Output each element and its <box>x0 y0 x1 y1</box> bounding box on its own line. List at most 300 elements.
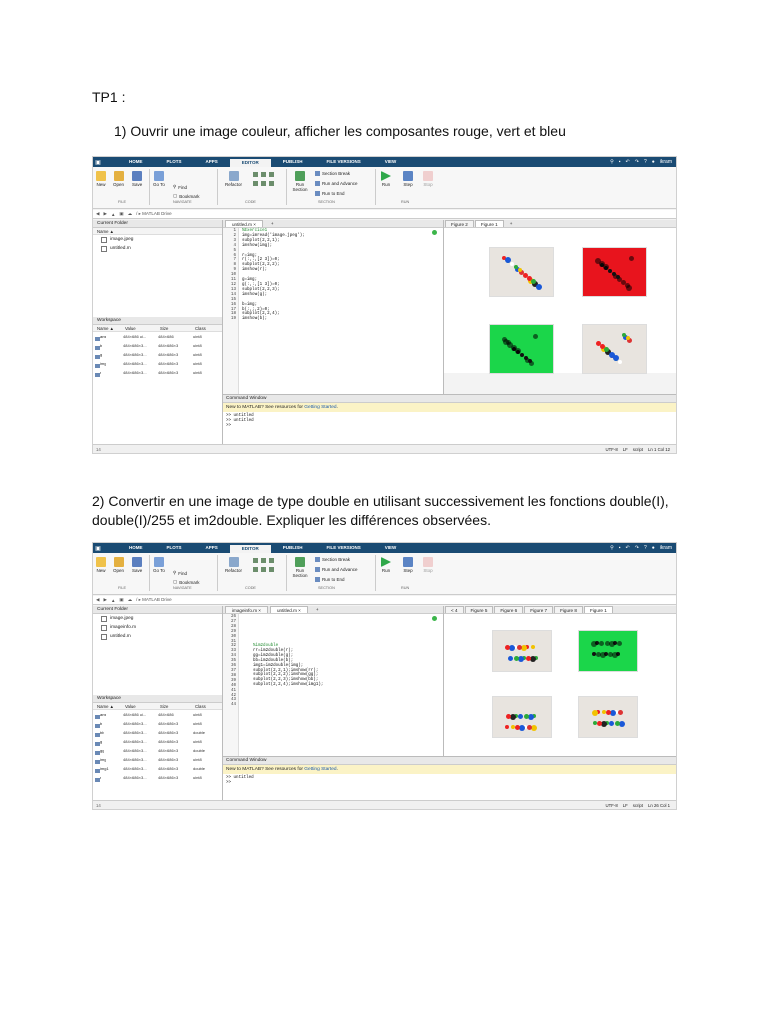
cloud-icon: ☁ <box>127 597 133 602</box>
code-body: img=imread('image.jpeg'); subplot(2,2,1); imshow(img); r=img; r(:,:,[2 3])=0; subplot(2,2,2); imshow(r); g=img; g(:,:,[1 3])=0; subplot(2,2,3); imshow(g); b=img; b(:,:,2)=0; subplot(2,2,4); imshow(b); <box>242 233 305 322</box>
run-advance-icon <box>315 567 320 572</box>
image-file-icon <box>101 616 107 622</box>
path-bar[interactable] <box>93 210 676 219</box>
ws-var-class: double <box>193 730 206 735</box>
ws-var-size: 484×686 <box>158 712 174 717</box>
command-window-header[interactable]: Command Window <box>223 757 676 765</box>
workspace-row[interactable] <box>93 719 222 728</box>
run-section-icon <box>295 557 305 567</box>
bottle-cap-dot <box>524 714 529 719</box>
ws-var-value: 484×686×3... <box>123 343 147 348</box>
stop-icon <box>423 557 433 567</box>
status-type: script <box>632 803 644 808</box>
bb-image <box>492 696 552 738</box>
matlab-window-icon: ▣ <box>95 159 101 166</box>
refactor-icon <box>229 171 239 181</box>
figure-tab-8[interactable]: Figure 8 <box>554 606 583 613</box>
bottle-cap-dot <box>518 268 522 272</box>
ws-var-name: ans <box>95 332 123 341</box>
bottle-cap-dot <box>616 275 620 279</box>
ws-var-value: 484×686×3... <box>123 721 147 726</box>
run-section-button[interactable]: Run Section <box>289 557 311 578</box>
workspace-row[interactable] <box>93 746 222 755</box>
run-and-advance-button[interactable]: Run and Advance <box>315 181 358 186</box>
open-button[interactable]: Open <box>113 171 124 187</box>
status-position: Ln 1 Col 12 <box>648 447 670 452</box>
bottle-cap-dot <box>528 359 532 363</box>
figure-tabs <box>444 606 676 614</box>
figure-panel <box>444 220 676 373</box>
bookmark-button[interactable]: ▢ Bookmark <box>173 579 200 585</box>
group-file-label: FILE <box>118 586 127 590</box>
forward-icon[interactable]: ▶ <box>103 597 107 602</box>
comment-icon <box>261 172 266 177</box>
step-icon <box>403 171 413 181</box>
bottle-cap-dot <box>625 283 630 288</box>
ws-var-size: 484×686×3 <box>158 361 179 366</box>
path-bar[interactable] <box>93 596 676 605</box>
find-icon: ⚲ <box>173 184 177 189</box>
stop-icon <box>423 171 433 181</box>
ws-var-value: 484×686×3... <box>123 757 147 762</box>
figure-tab-1[interactable]: Figure 1 <box>584 606 613 613</box>
bottle-cap-dot <box>508 656 513 661</box>
ws-var-class: uint8 <box>193 361 202 366</box>
ws-var-class: double <box>193 766 206 771</box>
ws-col-name[interactable]: Name ▲ <box>97 704 114 709</box>
save-button[interactable]: Save <box>132 171 142 187</box>
file-item[interactable]: imageinfo.m <box>93 623 222 632</box>
ws-var-size: 484×686×3 <box>158 343 179 348</box>
status-left: 14 <box>96 447 101 452</box>
back-icon[interactable]: ◀ <box>96 597 100 602</box>
run-and-advance-button[interactable]: Run and Advance <box>315 567 358 572</box>
undo-icon[interactable]: ↶ <box>625 545 630 551</box>
workspace-columns <box>93 325 222 332</box>
workspace-row[interactable] <box>93 728 222 737</box>
ws-col-value[interactable]: Value <box>125 326 136 331</box>
tab-plots[interactable]: PLOTS <box>166 159 182 164</box>
workspace-header[interactable]: Workspace <box>93 317 222 325</box>
ws-var-class: uint8 <box>193 712 202 717</box>
code-tools[interactable] <box>253 172 274 177</box>
run-section-button[interactable]: Run Section <box>289 171 311 192</box>
code-area[interactable] <box>223 614 443 758</box>
getting-started-banner: New to MATLAB? See resources for Getting Started. <box>223 765 676 774</box>
script-file-icon <box>101 246 107 252</box>
original-image <box>489 247 554 297</box>
bottle-cap-dot <box>526 656 531 661</box>
command-output[interactable]: >> untitled >> untitled >> <box>226 414 254 428</box>
save-quick-icon[interactable]: ▪ <box>618 545 621 551</box>
figure-tab-6[interactable]: Figure 6 <box>494 606 523 613</box>
run-to-end-button[interactable]: Run to End <box>315 577 345 582</box>
new-tab-icon[interactable]: + <box>270 221 274 226</box>
ws-col-class[interactable]: Class <box>195 326 206 331</box>
blue-modified-image <box>582 324 647 374</box>
ws-col-size[interactable]: Size <box>160 704 169 709</box>
up-folder-icon[interactable]: ▲ <box>110 597 116 603</box>
workspace-columns <box>93 703 222 710</box>
ws-col-size[interactable]: Size <box>160 326 169 331</box>
folder-column-name[interactable]: Name ▲ <box>93 228 222 235</box>
wrap-icon <box>269 172 274 177</box>
file-item[interactable]: image.jpeg <box>93 614 222 623</box>
rr-image <box>492 630 552 672</box>
section-break-button[interactable]: Section Break <box>315 557 350 562</box>
ws-var-value: 484×686×3... <box>123 361 147 366</box>
back-icon[interactable]: ◀ <box>96 211 100 216</box>
save-icon <box>132 557 142 567</box>
new-tab-icon[interactable]: + <box>315 607 319 612</box>
ws-col-class[interactable]: Class <box>195 704 206 709</box>
ws-var-class: uint8 <box>193 739 202 744</box>
bottle-cap-dot <box>511 725 515 729</box>
indent-icon <box>253 558 258 563</box>
ribbon-separator <box>286 555 287 591</box>
save-quick-icon[interactable]: ▪ <box>618 159 621 165</box>
tab-apps[interactable]: APPS <box>205 159 218 164</box>
group-run-label: RUN <box>401 200 410 204</box>
goto-icon <box>154 171 164 181</box>
bottle-cap-dot <box>617 641 622 646</box>
search-icon[interactable]: ⚲ <box>610 159 614 165</box>
bottle-cap-dot <box>626 336 630 340</box>
ws-var-value: 484×686×3... <box>123 739 147 744</box>
refactor-button[interactable]: Refactor <box>225 171 242 187</box>
code-tools[interactable] <box>253 558 274 563</box>
tab-editor[interactable]: EDITOR <box>230 545 271 553</box>
status-bar <box>93 444 676 453</box>
new-button[interactable]: New <box>96 171 106 187</box>
comment-icon <box>261 558 266 563</box>
ws-var-name: img <box>95 755 123 764</box>
tab-publish[interactable]: PUBLISH <box>282 159 303 164</box>
group-navigate-label: NAVIGATE <box>173 586 192 590</box>
bookmark-button[interactable]: ▢ Bookmark <box>173 193 200 199</box>
ws-var-name: ans <box>95 710 123 719</box>
ws-var-value: 484×686×3... <box>123 370 147 375</box>
help-icon[interactable]: ? <box>643 159 647 165</box>
new-figure-tab-icon[interactable]: + <box>509 221 513 226</box>
ws-var-size: 484×686×3 <box>158 370 179 375</box>
run-to-end-button[interactable]: Run to End <box>315 191 345 196</box>
editor-tabs <box>223 606 443 614</box>
search-icon[interactable]: ⚲ <box>610 545 614 551</box>
bottle-cap-dot <box>603 264 609 270</box>
figure-tab-scroll[interactable]: < 4 <box>445 606 464 613</box>
file-item[interactable]: untitled.m <box>93 244 222 253</box>
ws-var-value: 484×686×3... <box>123 352 147 357</box>
bottle-cap-dot <box>506 340 511 345</box>
help-icon[interactable]: ? <box>643 545 647 551</box>
run-to-end-icon <box>315 191 320 196</box>
workspace-row[interactable] <box>93 368 222 377</box>
bottle-cap-dot <box>536 284 542 290</box>
code-comment: %im2double <box>253 644 279 648</box>
ws-var-value: 484×686×3... <box>123 730 147 735</box>
workspace-row[interactable] <box>93 332 222 341</box>
goto-button[interactable]: Go To <box>153 557 165 573</box>
browse-folder-icon[interactable]: ▣ <box>119 597 124 602</box>
left-panels <box>93 606 223 800</box>
ws-var-size: 484×686×3 <box>158 748 179 753</box>
line-numbers: 26 27 28 29 30 31 32 33 34 35 36 37 38 39 40 41 42 43 44 <box>223 614 239 758</box>
bottle-cap-dot <box>602 710 606 714</box>
step-icon <box>403 557 413 567</box>
workspace-list <box>93 710 222 782</box>
ws-var-size: 484×686 <box>158 334 174 339</box>
forward-icon[interactable]: ▶ <box>103 211 107 216</box>
save-button[interactable]: Save <box>132 557 142 573</box>
ws-var-name: r <box>95 368 123 377</box>
section-break-button[interactable]: Section Break <box>315 171 350 176</box>
bottle-cap-dot <box>592 652 596 656</box>
refactor-button[interactable]: Refactor <box>225 557 242 573</box>
editor-tab-untitled[interactable]: untitled.m × <box>270 606 308 613</box>
tab-publish[interactable]: PUBLISH <box>282 545 303 550</box>
code-check-ok-icon <box>432 616 437 621</box>
ws-var-size: 484×686×3 <box>158 739 179 744</box>
command-window-header[interactable]: Command Window <box>223 395 676 403</box>
bottle-cap-dot <box>518 714 523 719</box>
smart-indent-icon <box>261 181 266 186</box>
bottle-cap-dot <box>515 348 521 354</box>
ws-var-size: 484×686×3 <box>158 721 179 726</box>
bottle-cap-dot <box>618 360 622 364</box>
matlab-screenshot-2 <box>92 542 677 810</box>
workspace-row[interactable] <box>93 350 222 359</box>
workspace-row[interactable] <box>93 764 222 773</box>
figure-panel <box>444 606 676 758</box>
uncomment-icon <box>253 567 258 572</box>
workspace-row[interactable] <box>93 359 222 368</box>
bottle-cap-dot <box>531 279 536 284</box>
ws-var-name: b <box>95 341 123 350</box>
user-icon[interactable]: ● <box>651 545 655 551</box>
indent-icon <box>253 172 258 177</box>
ws-var-class: uint8 <box>193 775 202 780</box>
tab-apps[interactable]: APPS <box>205 545 218 550</box>
script-file-icon <box>101 625 107 631</box>
status-position: Ln 26 Col 1 <box>648 803 670 808</box>
undo-icon[interactable]: ↶ <box>625 159 630 165</box>
ribbon-separator <box>375 555 376 591</box>
matlab-tab-bar <box>93 543 676 553</box>
bottle-cap-dot <box>618 710 623 715</box>
tab-editor[interactable]: EDITOR <box>230 159 271 167</box>
new-icon <box>96 557 106 567</box>
find-button[interactable]: ⚲ Find <box>173 184 188 190</box>
editor-panel <box>223 606 444 758</box>
save-icon <box>132 171 142 181</box>
workspace-row[interactable] <box>93 737 222 746</box>
tab-view[interactable]: VIEW <box>384 545 397 550</box>
smart-indent-icon <box>261 567 266 572</box>
bottle-cap-dot <box>609 721 614 726</box>
bottle-cap-dot <box>531 645 535 649</box>
ws-var-name: r <box>95 773 123 782</box>
bottle-cap-dot <box>597 721 602 726</box>
ws-var-size: 484×686×3 <box>158 352 179 357</box>
workspace-row[interactable] <box>93 710 222 719</box>
user-name[interactable]: ikram <box>659 159 672 165</box>
ribbon-separator <box>217 169 218 205</box>
bottle-cap-dot <box>629 256 634 261</box>
run-button[interactable]: Run <box>381 171 391 187</box>
matlab-tab-bar <box>93 157 676 167</box>
question-1: 1) Ouvrir une image couleur, afficher les composantes rouge, vert et bleu <box>114 123 566 139</box>
stop-button[interactable]: Stop <box>423 171 433 187</box>
getting-started-link[interactable]: Getting Started <box>304 405 337 410</box>
ws-var-name: b <box>95 719 123 728</box>
bottle-cap-dot <box>505 645 510 650</box>
new-button[interactable]: New <box>96 557 106 573</box>
ws-var-value: 484×686 ui... <box>123 334 147 339</box>
ribbon-separator <box>375 169 376 205</box>
bottle-cap-dot <box>605 641 610 646</box>
question-2: 2) Convertir en une image de type double en utilisant successivement les fonctions double(I), double(I)/255 et im2double. Expliquer les différences observées. <box>92 493 669 528</box>
outdent-icon <box>269 567 274 572</box>
current-path[interactable]: / ▸ MATLAB Drive <box>136 211 172 216</box>
bottle-cap-dot <box>615 721 620 726</box>
bottle-cap-dot <box>505 725 509 729</box>
folder-open-icon <box>114 557 124 567</box>
ws-var-size: 484×686×3 <box>158 730 179 735</box>
section-break-icon <box>315 171 320 176</box>
cloud-icon: ☁ <box>127 211 133 216</box>
document-title: TP1 : <box>92 89 126 105</box>
up-folder-icon[interactable]: ▲ <box>110 211 116 217</box>
status-left: 14 <box>96 803 101 808</box>
ribbon-separator <box>286 169 287 205</box>
ws-var-size: 484×686×3 <box>158 757 179 762</box>
tab-file-versions[interactable]: FILE VERSIONS <box>326 159 361 164</box>
ws-var-name: g <box>95 350 123 359</box>
status-eol: LF <box>622 803 628 808</box>
tab-file-versions[interactable]: FILE VERSIONS <box>326 545 361 550</box>
red-channel-image <box>582 247 647 297</box>
code-comment: %Exercice1 <box>242 229 268 233</box>
browse-folder-icon[interactable]: ▣ <box>119 211 124 216</box>
user-icon[interactable]: ● <box>651 159 655 165</box>
command-output[interactable]: >> untitled >> <box>226 776 254 785</box>
workspace-row[interactable] <box>93 341 222 350</box>
stop-button[interactable]: Stop <box>423 557 433 573</box>
gg-image <box>578 630 638 672</box>
run-section-icon <box>295 171 305 181</box>
figure-tab-7[interactable]: Figure 7 <box>524 606 553 613</box>
ws-col-value[interactable]: Value <box>125 704 136 709</box>
editor-tab-imageinfo[interactable]: imageinfo.m × <box>225 606 268 613</box>
ws-var-class: uint8 <box>193 352 202 357</box>
matlab-window-icon: ▣ <box>95 545 101 552</box>
workspace-header[interactable]: Workspace <box>93 695 222 703</box>
bottle-cap-dot <box>613 355 619 361</box>
open-button[interactable]: Open <box>113 557 124 573</box>
tab-plots[interactable]: PLOTS <box>166 545 182 550</box>
current-folder-header[interactable]: Current Folder <box>93 606 222 614</box>
figure-tab-1[interactable]: Figure 1 <box>475 220 504 227</box>
step-button[interactable]: Step <box>403 557 413 573</box>
ws-var-class: double <box>193 748 206 753</box>
code-tools-2[interactable] <box>253 181 274 186</box>
uncomment-icon <box>253 181 258 186</box>
ribbon-separator <box>149 169 150 205</box>
code-check-ok-icon <box>432 230 437 235</box>
code-tools-2[interactable] <box>253 567 274 572</box>
bottle-cap-dot <box>506 714 511 719</box>
editor-tabs <box>223 220 443 228</box>
redo-icon[interactable]: ↷ <box>634 159 639 165</box>
figure-tab-5[interactable]: Figure 5 <box>465 606 494 613</box>
redo-icon[interactable]: ↷ <box>634 545 639 551</box>
bottle-cap-dot <box>604 347 609 352</box>
step-button[interactable]: Step <box>403 171 413 187</box>
find-button[interactable]: ⚲ Find <box>173 570 188 576</box>
tab-view[interactable]: VIEW <box>384 159 397 164</box>
folder-empty-space <box>93 253 222 317</box>
tab-home[interactable]: HOME <box>129 545 143 550</box>
command-window <box>223 756 676 800</box>
image-file-icon <box>101 237 107 243</box>
bottle-cap-dot <box>596 652 601 657</box>
code-text[interactable] <box>239 614 443 758</box>
bottle-cap-dot <box>514 656 519 661</box>
bottle-cap-dot <box>592 710 598 716</box>
group-section-label: SECTION <box>318 586 335 590</box>
script-file-icon <box>101 634 107 640</box>
bottle-cap-dot <box>599 641 604 646</box>
folder-empty-space <box>93 641 222 695</box>
section-break-icon <box>315 557 320 562</box>
group-run-label: RUN <box>401 586 410 590</box>
user-name[interactable]: ikram <box>659 545 672 551</box>
goto-button[interactable]: Go To <box>153 171 165 187</box>
ws-var-class: uint8 <box>193 757 202 762</box>
editor-tab-untitled[interactable]: untitled.m × <box>225 220 263 227</box>
figure-tab-2[interactable]: Figure 2 <box>445 220 474 227</box>
ws-var-name: img <box>95 359 123 368</box>
bookmark-icon: ▢ <box>173 193 178 198</box>
file-item[interactable]: untitled.m <box>93 632 222 641</box>
getting-started-link[interactable]: Getting Started <box>304 767 337 772</box>
ws-var-value: 484×686 ui... <box>123 712 147 717</box>
ws-var-class: uint8 <box>193 334 202 339</box>
group-navigate-label: NAVIGATE <box>173 200 192 204</box>
tab-home[interactable]: HOME <box>129 159 143 164</box>
workspace-row[interactable] <box>93 755 222 764</box>
status-encoding: UTF-8 <box>605 803 618 808</box>
workspace-list <box>93 332 222 377</box>
outdent-icon <box>269 181 274 186</box>
ws-var-size: 484×686×3 <box>158 766 179 771</box>
run-button[interactable]: Run <box>381 557 391 573</box>
group-file-label: FILE <box>118 200 127 204</box>
bottle-cap-dot <box>527 725 532 730</box>
ws-var-value: 484×686×3... <box>123 775 147 780</box>
current-path[interactable]: / ▸ MATLAB Drive <box>136 597 172 602</box>
ws-col-name[interactable]: Name ▲ <box>97 326 114 331</box>
file-item[interactable]: image.jpeg <box>93 235 222 244</box>
ribbon-separator <box>149 555 150 591</box>
ws-var-name: bb <box>95 728 123 737</box>
workspace-row[interactable] <box>93 773 222 782</box>
figure-tabs <box>444 220 676 228</box>
current-folder-header[interactable]: Current Folder <box>93 220 222 228</box>
img1-image <box>578 696 638 738</box>
ws-var-value: 484×686×3... <box>123 748 147 753</box>
